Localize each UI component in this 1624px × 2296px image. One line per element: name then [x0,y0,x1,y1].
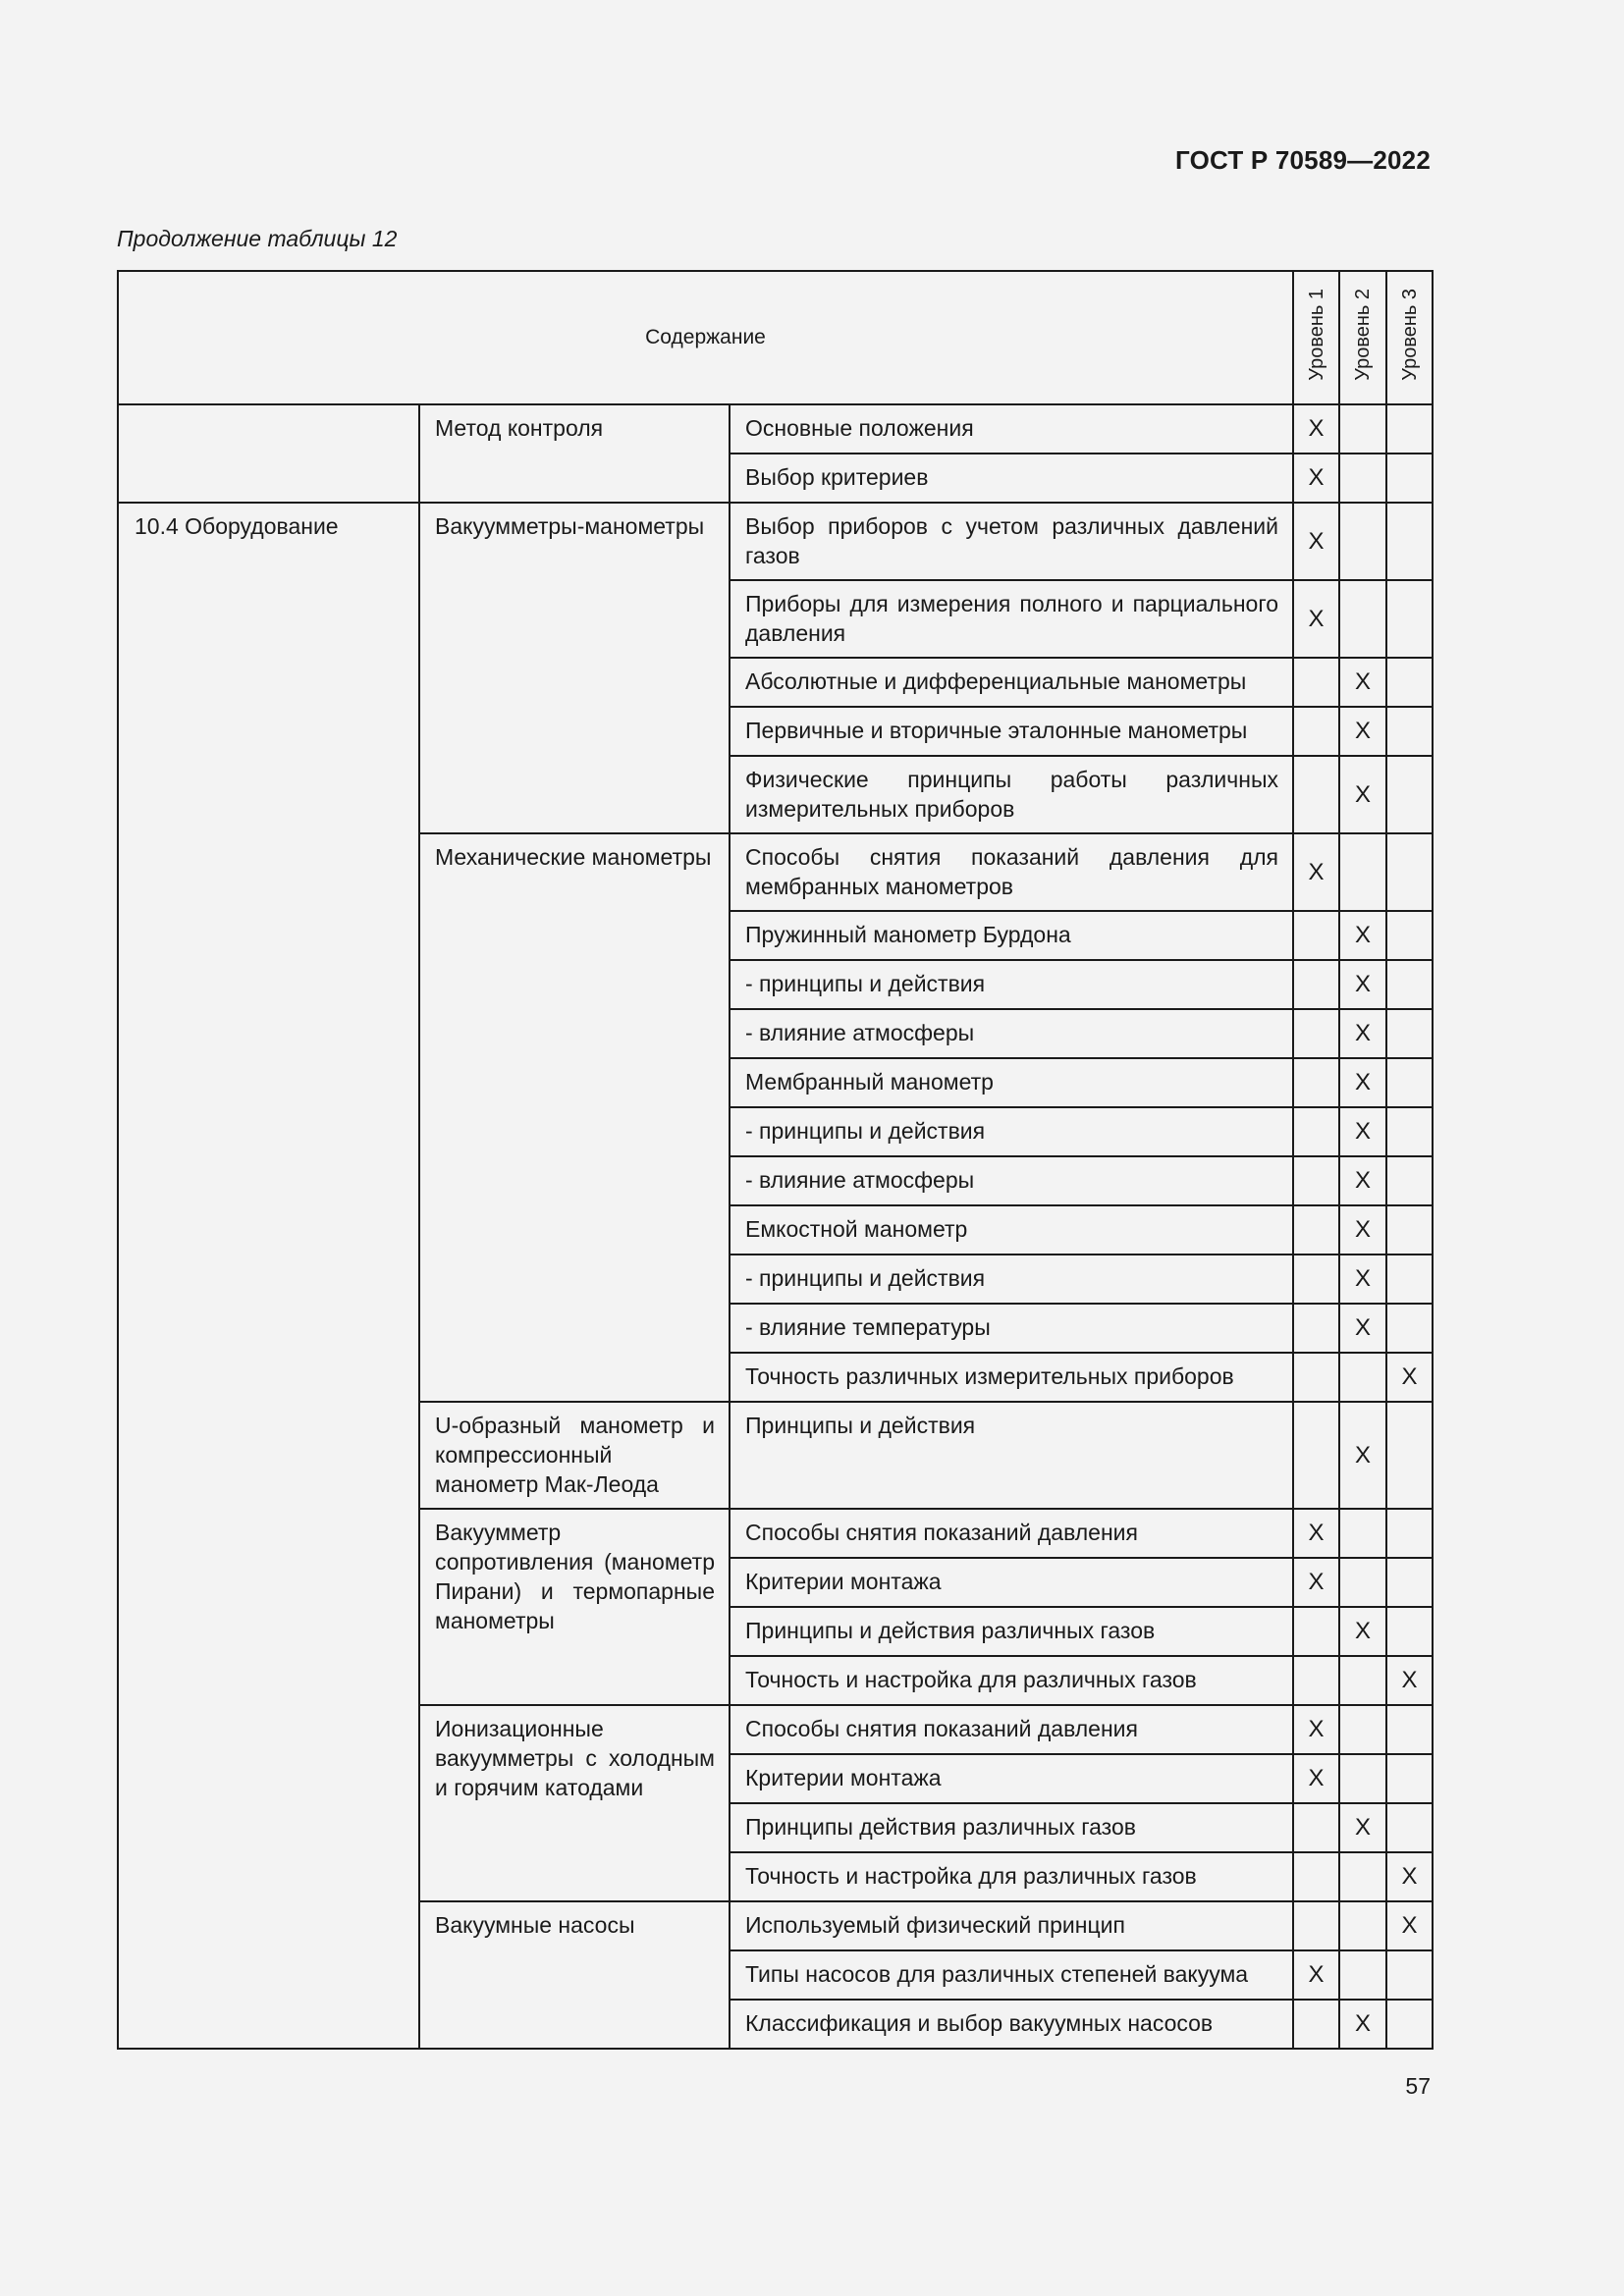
level-2-mark: X [1339,1402,1386,1509]
content-cell: Основные положения [730,404,1293,454]
level-3-mark [1386,1205,1433,1255]
level-3-mark [1386,833,1433,911]
level-1-mark [1293,1107,1339,1156]
level-3-mark [1386,756,1433,833]
section-cell: 10.4 Оборудование [118,503,419,2049]
level-3-mark [1386,580,1433,658]
level-2-mark [1339,404,1386,454]
level-1-mark: X [1293,1950,1339,2000]
level-2-mark [1339,1656,1386,1705]
level-3-mark [1386,404,1433,454]
level-2-mark: X [1339,1205,1386,1255]
table-row [118,503,1433,580]
level-3-mark [1386,1509,1433,1558]
level-3-mark [1386,1402,1433,1509]
level-2-mark: X [1339,1009,1386,1058]
level-3-mark [1386,1803,1433,1852]
content-cell: Критерии монтажа [730,1558,1293,1607]
level-2-mark: X [1339,756,1386,833]
level-1-mark: X [1293,1705,1339,1754]
level-3-mark [1386,960,1433,1009]
content-cell: Принципы действия различных газов [730,1803,1293,1852]
level-3-mark [1386,1058,1433,1107]
content-cell: Способы снятия показаний давления [730,1705,1293,1754]
level-1-mark [1293,1803,1339,1852]
level-2-mark [1339,1558,1386,1607]
level-1-mark: X [1293,833,1339,911]
level-1-mark [1293,1656,1339,1705]
level-3-mark [1386,1107,1433,1156]
level-2-mark: X [1339,960,1386,1009]
level-3-mark [1386,1009,1433,1058]
level-1-mark [1293,1009,1339,1058]
level-2-mark: X [1339,1803,1386,1852]
level-1-mark: X [1293,1509,1339,1558]
competency-table [117,270,1434,2050]
level-1-mark: X [1293,454,1339,503]
content-cell: Физические принципы работы различных измерительных приборов [730,756,1293,833]
level-1-mark [1293,1901,1339,1950]
subsection-cell: Ионизационные вакуумметры с холодным и горячим катодами [419,1705,730,1901]
content-cell: Принципы и действия различных газов [730,1607,1293,1656]
content-cell: - влияние атмосферы [730,1009,1293,1058]
level-1-mark: X [1293,580,1339,658]
level-1-mark: X [1293,503,1339,580]
content-cell: Емкостной манометр [730,1205,1293,1255]
level-2-mark: X [1339,1304,1386,1353]
content-cell: Первичные и вторичные эталонные манометры [730,707,1293,756]
level-3-mark [1386,707,1433,756]
level-2-mark: X [1339,1156,1386,1205]
level-3-mark [1386,911,1433,960]
level-2-mark [1339,833,1386,911]
document-code: ГОСТ Р 70589—2022 [1175,145,1431,175]
level-1-mark [1293,1402,1339,1509]
subsection-cell: U-образный манометр и компрессионный манометр Мак-Леода [419,1402,730,1509]
content-cell: Выбор критериев [730,454,1293,503]
level-2-mark [1339,1705,1386,1754]
level-1-mark [1293,1607,1339,1656]
level-3-mark [1386,1558,1433,1607]
content-cell: Способы снятия показаний давления для мембранных манометров [730,833,1293,911]
level-3-mark [1386,454,1433,503]
level-2-mark [1339,580,1386,658]
content-cell: Типы насосов для различных степеней вакуума [730,1950,1293,2000]
content-cell: Приборы для измерения полного и парциального давления [730,580,1293,658]
content-cell: - принципы и действия [730,1107,1293,1156]
content-cell: Принципы и действия [730,1402,1293,1509]
content-cell: - влияние атмосферы [730,1156,1293,1205]
content-cell: - принципы и действия [730,1255,1293,1304]
level-2-mark: X [1339,911,1386,960]
level-2-mark: X [1339,707,1386,756]
level-2-mark [1339,503,1386,580]
level-2-mark: X [1339,1107,1386,1156]
table-row [118,404,1433,454]
content-cell: Способы снятия показаний давления [730,1509,1293,1558]
level-3-mark [1386,1304,1433,1353]
subsection-cell: Механические манометры [419,833,730,1402]
level-1-mark [1293,1304,1339,1353]
content-cell: Мембранный манометр [730,1058,1293,1107]
header-level-1: Уровень 1 [1293,271,1339,404]
level-1-mark [1293,2000,1339,2049]
level-1-mark: X [1293,1754,1339,1803]
level-1-mark [1293,911,1339,960]
content-cell: Критерии монтажа [730,1754,1293,1803]
page-number: 57 [1405,2073,1431,2099]
level-2-mark [1339,1950,1386,2000]
level-1-mark [1293,1353,1339,1402]
level-2-mark: X [1339,1255,1386,1304]
level-2-mark: X [1339,1607,1386,1656]
level-1-mark [1293,1852,1339,1901]
level-2-mark [1339,1353,1386,1402]
content-cell: - влияние температуры [730,1304,1293,1353]
level-3-mark [1386,1754,1433,1803]
header-content: Содержание [118,271,1293,404]
section-cell [118,404,419,503]
level-3-mark: X [1386,1353,1433,1402]
level-3-mark: X [1386,1901,1433,1950]
level-3-mark: X [1386,1656,1433,1705]
level-1-mark: X [1293,404,1339,454]
level-3-mark [1386,1255,1433,1304]
level-2-mark [1339,1852,1386,1901]
content-cell: Абсолютные и дифференциальные манометры [730,658,1293,707]
level-3-mark [1386,1950,1433,2000]
level-1-mark [1293,756,1339,833]
content-cell: Точность и настройка для различных газов [730,1852,1293,1901]
content-cell: Точность и настройка для различных газов [730,1656,1293,1705]
subsection-cell: Вакуумметры-манометры [419,503,730,833]
level-3-mark [1386,1156,1433,1205]
header-level-2: Уровень 2 [1339,271,1386,404]
content-cell: Пружинный манометр Бурдона [730,911,1293,960]
level-2-mark [1339,1901,1386,1950]
level-1-mark [1293,658,1339,707]
level-1-mark: X [1293,1558,1339,1607]
content-cell: Используемый физический принцип [730,1901,1293,1950]
level-3-mark [1386,1705,1433,1754]
level-3-mark: X [1386,1852,1433,1901]
content-cell: Точность различных измерительных приборов [730,1353,1293,1402]
subsection-cell: Вакуумные насосы [419,1901,730,2049]
content-cell: Классификация и выбор вакуумных насосов [730,2000,1293,2049]
level-1-mark [1293,1255,1339,1304]
level-2-mark: X [1339,2000,1386,2049]
level-1-mark [1293,1156,1339,1205]
level-1-mark [1293,1058,1339,1107]
table-continuation-caption: Продолжение таблицы 12 [117,226,398,251]
table-body [118,404,1433,2049]
level-3-mark [1386,658,1433,707]
level-2-mark [1339,1754,1386,1803]
level-2-mark: X [1339,658,1386,707]
level-2-mark: X [1339,1058,1386,1107]
level-1-mark [1293,960,1339,1009]
subsection-cell: Метод контроля [419,404,730,503]
content-cell: Выбор приборов с учетом различных давлений газов [730,503,1293,580]
subsection-cell: Вакуумметр сопротивления (манометр Пирани) и термопарные манометры [419,1509,730,1705]
level-2-mark [1339,1509,1386,1558]
level-3-mark [1386,1607,1433,1656]
level-2-mark [1339,454,1386,503]
content-cell: - принципы и действия [730,960,1293,1009]
header-level-3: Уровень 3 [1386,271,1433,404]
level-1-mark [1293,707,1339,756]
level-3-mark [1386,2000,1433,2049]
level-1-mark [1293,1205,1339,1255]
level-3-mark [1386,503,1433,580]
